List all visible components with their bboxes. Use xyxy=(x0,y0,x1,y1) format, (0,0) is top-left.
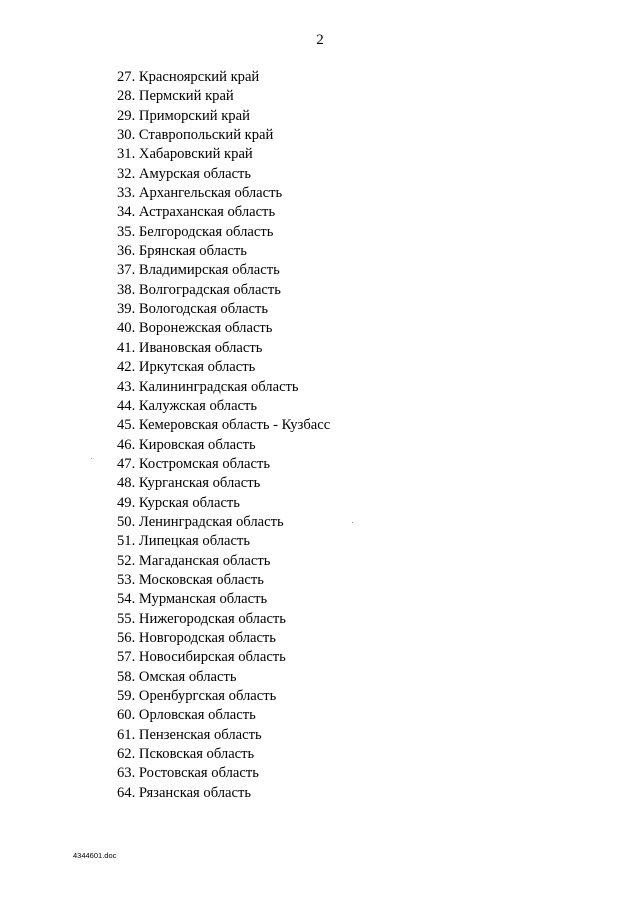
list-item xyxy=(117,319,330,338)
list-item-number: 41. xyxy=(117,339,136,356)
list-item-number: 35. xyxy=(117,223,136,240)
scan-speck xyxy=(352,522,353,523)
list-item-region-name: Вологодская область xyxy=(138,301,269,318)
list-item xyxy=(117,242,330,261)
list-item-number: 63. xyxy=(117,765,136,782)
list-item xyxy=(117,706,330,725)
list-item-number: 43. xyxy=(117,378,136,395)
list-item xyxy=(117,203,330,222)
list-item-region-name: Орловская область xyxy=(138,707,256,724)
list-item-region-name: Мурманская область xyxy=(138,591,268,608)
list-item-region-name: Псковская область xyxy=(138,746,255,763)
list-item xyxy=(117,436,330,455)
list-item xyxy=(117,261,330,280)
list-item-region-name: Калининградская область xyxy=(138,378,299,395)
list-item-region-name: Архангельская область xyxy=(138,185,283,202)
list-item-region-name: Липецкая область xyxy=(138,533,251,550)
list-item-number: 40. xyxy=(117,320,136,337)
list-item-number: 57. xyxy=(117,649,136,666)
list-item xyxy=(117,668,330,687)
list-item-region-name: Воронежская область xyxy=(138,320,273,337)
list-item-number: 54. xyxy=(117,591,136,608)
list-item-region-name: Магаданская область xyxy=(138,552,271,569)
list-item-region-name: Курганская область xyxy=(138,475,261,492)
list-item-region-name: Оренбургская область xyxy=(138,688,277,704)
list-item-region-name: Курская область xyxy=(138,494,240,511)
page-number: 2 xyxy=(316,32,324,48)
footer-document-code: 4344601.doc xyxy=(73,851,117,860)
list-item xyxy=(117,165,330,184)
list-item-number: 32. xyxy=(117,165,136,182)
list-item-number: 56. xyxy=(117,629,136,646)
list-item-number: 42. xyxy=(117,359,136,376)
list-item-number: 34. xyxy=(117,204,136,221)
list-item-region-name: Московская область xyxy=(138,571,264,588)
list-item-region-name: Хабаровский край xyxy=(138,146,253,163)
list-item xyxy=(117,300,330,319)
list-item xyxy=(117,648,330,667)
list-item-region-name: Омская область xyxy=(138,668,237,685)
list-item-number: 45. xyxy=(117,417,136,434)
list-item-region-name: Кировская область xyxy=(138,436,256,453)
list-item xyxy=(117,726,330,745)
list-item-region-name: Иркутская область xyxy=(138,359,256,376)
list-item-region-name: Пензенская область xyxy=(138,726,262,743)
list-item-number: 44. xyxy=(117,397,136,414)
scan-speck xyxy=(91,458,92,459)
list-item-number: 51. xyxy=(117,533,136,550)
list-item xyxy=(117,223,330,242)
list-item-region-name: Костромская область xyxy=(138,455,270,472)
list-item xyxy=(117,745,330,764)
list-item-region-name: Амурская область xyxy=(138,165,252,182)
list-item-region-name: Новгородская область xyxy=(138,629,276,646)
list-item-number: 50. xyxy=(117,513,136,530)
list-item-number: 55. xyxy=(117,610,136,627)
list-item-number: 49. xyxy=(117,494,136,511)
list-item-region-name: Красноярский край xyxy=(138,69,260,85)
list-item xyxy=(117,416,330,435)
list-item-region-name: Ленинградская область xyxy=(138,513,284,530)
list-item xyxy=(117,455,330,474)
list-item-number: 62. xyxy=(117,746,136,763)
list-item-region-name: Брянская область xyxy=(138,243,247,260)
list-item xyxy=(117,87,330,106)
list-item-number: 38. xyxy=(117,281,136,298)
list-item-region-name: Владимирская область xyxy=(138,262,280,279)
list-item xyxy=(117,474,330,493)
list-item-number: 33. xyxy=(117,185,136,202)
region-list xyxy=(117,68,330,803)
list-item xyxy=(117,764,330,783)
list-item xyxy=(117,145,330,164)
list-item-region-name: Волгоградская область xyxy=(138,281,281,298)
list-item-number: 31. xyxy=(117,146,136,163)
list-item-number: 48. xyxy=(117,475,136,492)
list-item xyxy=(117,378,330,397)
list-item-region-name: Кемеровская область - Кузбасс xyxy=(138,417,331,434)
list-item-number: 27. xyxy=(117,69,136,85)
list-item-number: 29. xyxy=(117,107,136,124)
list-item-number: 39. xyxy=(117,301,136,318)
list-item xyxy=(117,397,330,416)
list-item-region-name: Приморский край xyxy=(138,107,250,124)
list-item xyxy=(117,107,330,126)
list-item xyxy=(117,629,330,648)
list-item-region-name: Пермский край xyxy=(138,88,234,105)
list-item-region-name: Калужская область xyxy=(138,397,258,414)
list-item xyxy=(117,126,330,145)
list-item-number: 60. xyxy=(117,707,136,724)
list-item xyxy=(117,552,330,571)
list-item-number: 58. xyxy=(117,668,136,685)
list-item-number: 52. xyxy=(117,552,136,569)
list-item-region-name: Рязанская область xyxy=(138,784,252,801)
list-item xyxy=(117,184,330,203)
list-item-region-name: Ростовская область xyxy=(138,765,259,782)
list-item-region-name: Ставропольский край xyxy=(138,127,274,144)
list-item xyxy=(117,590,330,609)
list-item-number: 53. xyxy=(117,571,136,588)
list-item-number: 36. xyxy=(117,243,136,260)
list-item-number: 59. xyxy=(117,688,136,704)
list-item-region-name: Белгородская область xyxy=(138,223,274,240)
list-item xyxy=(117,494,330,513)
list-item-number: 37. xyxy=(117,262,136,279)
list-item-number: 61. xyxy=(117,726,136,743)
list-item-region-name: Ивановская область xyxy=(138,339,263,356)
list-item xyxy=(117,513,330,532)
list-item-region-name: Нижегородская область xyxy=(138,610,286,627)
list-item xyxy=(117,281,330,300)
list-item-number: 64. xyxy=(117,784,136,801)
list-item xyxy=(117,784,330,803)
list-item-number: 28. xyxy=(117,88,136,105)
list-item xyxy=(117,339,330,358)
list-item-number: 47. xyxy=(117,455,136,472)
list-item-region-name: Новосибирская область xyxy=(138,649,286,666)
list-item xyxy=(117,358,330,377)
list-item-number: 30. xyxy=(117,127,136,144)
list-item-number: 46. xyxy=(117,436,136,453)
list-item xyxy=(117,68,330,87)
list-item xyxy=(117,532,330,551)
list-item-region-name: Астраханская область xyxy=(138,204,276,221)
list-item xyxy=(117,610,330,629)
list-item xyxy=(117,687,330,706)
list-item xyxy=(117,571,330,590)
